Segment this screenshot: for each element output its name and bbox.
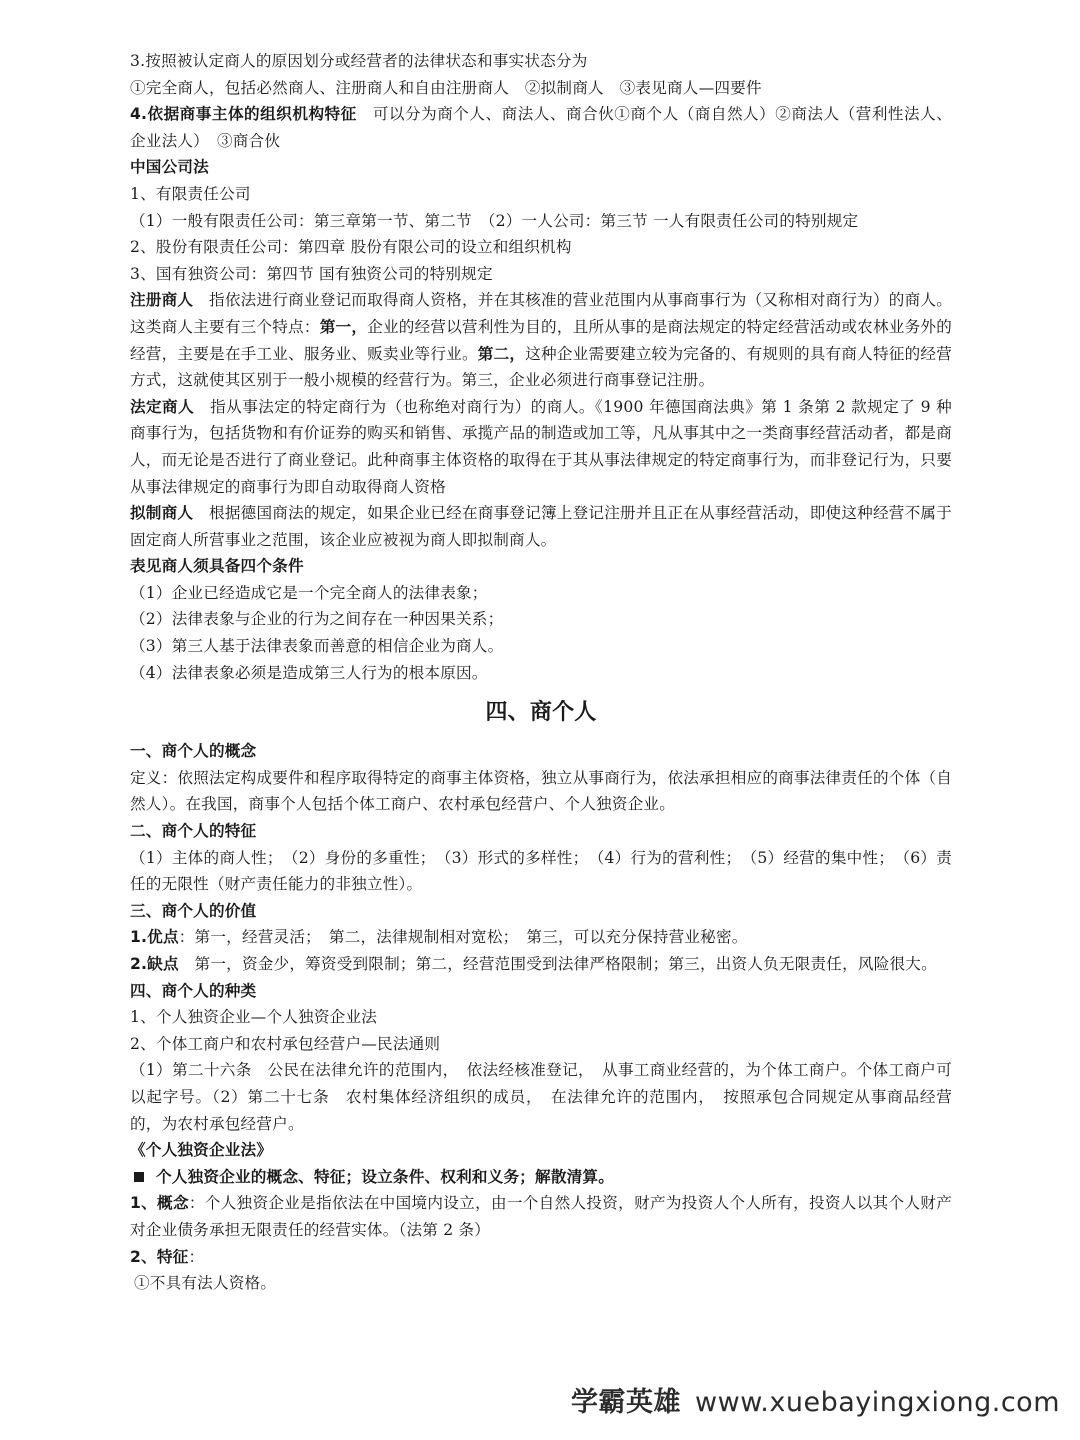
list-item: （2）法律表象与企业的行为之间存在一种因果关系； bbox=[130, 610, 504, 629]
bullet-heading bbox=[130, 1164, 952, 1191]
section-heading: 三、商个人的价值 bbox=[130, 901, 257, 920]
square-bullet-icon bbox=[134, 1172, 144, 1182]
paragraph bbox=[130, 951, 952, 978]
term-label: 法定商人 bbox=[130, 397, 195, 416]
bold-label: 第一， bbox=[319, 317, 368, 336]
section-heading: 二、商个人的特征 bbox=[130, 822, 257, 841]
paragraph-registered-merchant bbox=[130, 287, 952, 393]
text-span: 指从事法定的特定商行为（也称绝对商行为）的商人。《1900 年德国商法典》第 1 条第 2 款规定了 9 种商事行为，包括货物和有价证券的购买和销售、承揽产品的制造或加工等，凡从事其中之一类商事经营活动者，都是商人，而无论是否进行了商业登记。此种商事主体资格的取得在于其从事法律规定的特定商事行为，而非登记行为，只要从事法律规定的商事行为即自动取得商人资格 bbox=[130, 397, 952, 496]
paragraph: 3.按照被认定商人的原因划分或经营者的法律状态和事实状态分为 bbox=[130, 52, 588, 70]
chapter-title: 四、商个人 bbox=[485, 700, 597, 726]
law-title: 《个人独资企业法》 bbox=[130, 1141, 273, 1160]
section-heading: 表见商人须具备四个条件 bbox=[130, 557, 304, 576]
bold-label: 4.依据商事主体的组织机构特征 bbox=[130, 105, 357, 124]
paragraph: 1、有限责任公司 bbox=[130, 184, 251, 203]
list-item: （1）企业已经造成它是一个完全商人的法律表象； bbox=[130, 583, 488, 602]
paragraph: ①完全商人，包括必然商人、注册商人和自由注册商人 ②拟制商人 ③表见商人—四要件 bbox=[130, 78, 762, 97]
paragraph bbox=[130, 101, 952, 154]
document-body bbox=[130, 48, 952, 1297]
text-span: 第一，资金少，筹资受到限制；第二，经营范围受到法律严格限制；第三，出资人负无限责任，风险很大。 bbox=[178, 955, 937, 973]
paragraph: 2、个体工商户和农村承包经营户—民法通则 bbox=[130, 1034, 441, 1053]
paragraph: （1）一般有限责任公司：第三章第一节、第二节 （2）一人公司：第三节 一人有限责任公司的特别规定 bbox=[130, 211, 859, 230]
paragraph: 2、股份有限责任公司：第四章 股份有限公司的设立和组织机构 bbox=[130, 238, 572, 257]
paragraph: 定义：依照法定构成要件和程序取得特定的商事主体资格，独立从事商行为，依法承担相应的商事法律责任的个体（自然人）。在我国，商事个人包括个体工商户、农村承包经营户、个人独资企业。 bbox=[130, 768, 952, 814]
paragraph-legal-merchant bbox=[130, 394, 952, 500]
paragraph: （1）主体的商人性； （2）身份的多重性； （3）形式的多样性； （4）行为的营利性； （5）经营的集中性； （6）责任的无限性（财产责任能力的非独立性）。 bbox=[130, 848, 952, 894]
paragraph bbox=[130, 1244, 952, 1271]
text-span: 个人独资企业的概念、特征；设立条件、权利和义务；解散清算。 bbox=[156, 1167, 615, 1186]
watermark-footer bbox=[0, 1385, 1060, 1421]
text-span: ：个人独资企业是指依法在中国境内设立，由一个自然人投资，财产为投资人个人所有，投资人以其个人财产对企业债务承担无限责任的经营实体。（法第 2 条） bbox=[130, 1194, 952, 1239]
footer-brand: 学霸英雄 bbox=[571, 1387, 682, 1418]
bold-label: 1、概念 bbox=[130, 1194, 189, 1213]
paragraph bbox=[130, 924, 952, 951]
list-item: ①不具有法人资格。 bbox=[134, 1274, 277, 1293]
text-span: ： bbox=[188, 1247, 205, 1266]
section-heading: 四、商个人的种类 bbox=[130, 981, 257, 1000]
list-item: （4）法律表象必须是造成第三人行为的根本原因。 bbox=[130, 663, 488, 682]
section-heading: 中国公司法 bbox=[130, 158, 209, 177]
list-item: （3）第三人基于法律表象而善意的相信企业为商人。 bbox=[130, 637, 504, 656]
bold-label: 2、特征 bbox=[130, 1247, 189, 1266]
term-label: 拟制商人 bbox=[130, 504, 194, 523]
paragraph-fictitious-merchant bbox=[130, 500, 952, 553]
paragraph: （1）第二十六条 公民在法律允许的范围内， 依法经核准登记， 从事工商业经营的，为个体工商户。个体工商户可以起字号。（2）第二十七条 农村集体经济组织的成员， 在法律允许的范围内， 按照承包合同规定从事商品经营的，为农村承包经营户。 bbox=[130, 1061, 952, 1133]
text-span: 企业的经营以营利性为目的，且所从事的是商法规定的特定经营活动或农林业务外的经营，主要是在手工业、服务业、贩卖业等行业。 bbox=[130, 317, 953, 363]
paragraph bbox=[130, 1190, 952, 1243]
text-span: 根据德国商法的规定，如果企业已经在商事登记簿上登记注册并且正在从事经营活动，即使这种经营不属于固定商人所营事业之范围，该企业应被视为商人即拟制商人。 bbox=[130, 504, 952, 549]
text-span: 这种企业需要建立较为完备的、有规则的具有商人特征的经营方式，这就使其区别于一般小规模的经营行为。第三，企业必须进行商事登记注册。 bbox=[130, 344, 953, 390]
footer-url: www.xuebayingxiong.com bbox=[695, 1387, 1060, 1418]
bold-label: 2.缺点 bbox=[130, 955, 179, 973]
text-span: ：第一，经营灵活； 第二，法律规制相对宽松； 第三，可以充分保持营业秘密。 bbox=[178, 928, 748, 947]
term-label: 注册商人 bbox=[130, 291, 194, 310]
text-span: 可以分为商个人、商法人、商合伙①商个人（商自然人）②商法人（营利性法人、企业法人） ③商合伙 bbox=[130, 105, 952, 150]
text-span: 指依法进行商业登记而取得商人资格，并在其核准的营业范围内从事商事行为（又称相对商行为）的商人。这类商人主要有三个特点： bbox=[130, 291, 952, 336]
paragraph: 1、个人独资企业—个人独资企业法 bbox=[130, 1008, 378, 1027]
paragraph: 3、国有独资公司：第四节 国有独资公司的特别规定 bbox=[130, 264, 493, 283]
bold-label: 1.优点 bbox=[130, 928, 179, 947]
bold-label: 第二， bbox=[477, 344, 526, 363]
section-heading: 一、商个人的概念 bbox=[130, 742, 257, 761]
